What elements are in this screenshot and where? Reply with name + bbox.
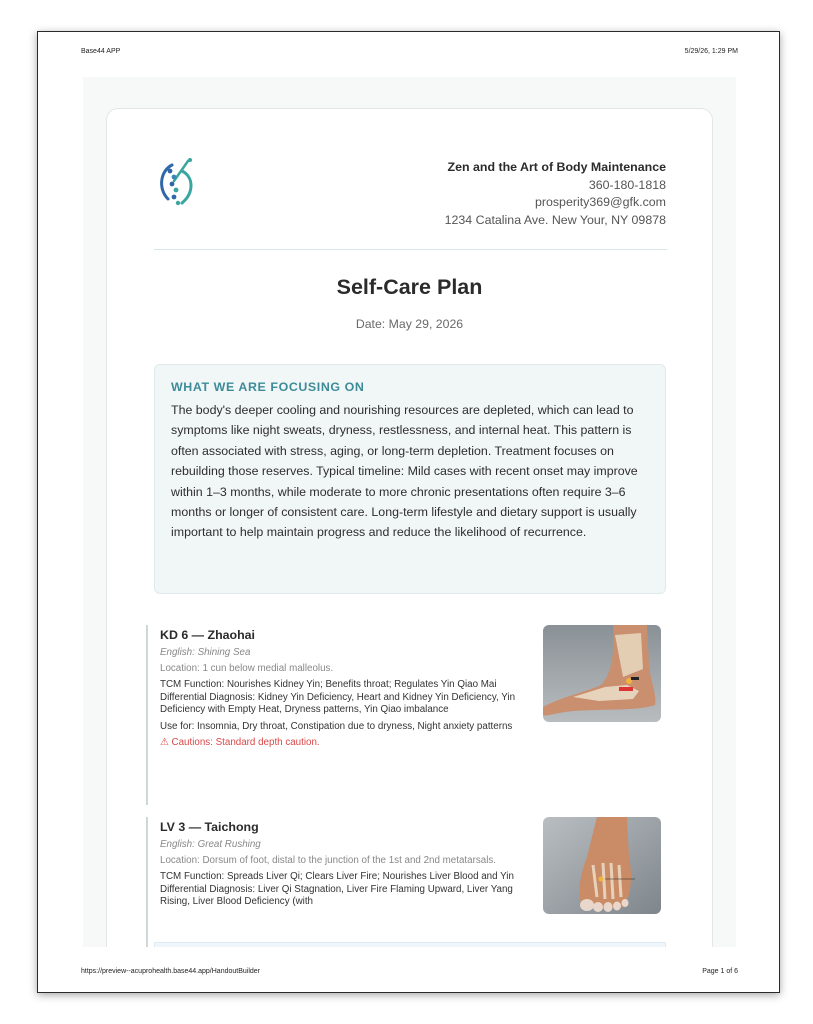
acupoint-card xyxy=(146,625,659,805)
clinic-phone: 360-180-1818 xyxy=(588,177,666,192)
handout-card xyxy=(106,108,713,947)
print-app-name: Base44 APP xyxy=(81,48,121,55)
dorsal-foot-diagram-icon xyxy=(543,817,661,914)
acupoint-use-for: Use for: Insomnia, Dry throat, Constipation due to dryness, Night anxiety patterns xyxy=(160,720,513,732)
focus-text: The body's deeper cooling and nourishing resources are depleted, which can lead to symptoms like night sweats, dryness, restlessness, and internal heat. This pattern is often associated with stress, aging, or long-term depletion. Treatment focuses on rebuilding those reserves. Typical timeline: Mild cases with recent onset may improve within 1–3 months, while moderate to more chronic presentations often require 3–6 months or longer of consistent care. Long-term lifestyle and dietary support is usually important to help maintain progress and reduce the likelihood of recurrence. xyxy=(171,403,638,540)
clinic-contact xyxy=(445,159,666,229)
focus-heading: WHAT WE ARE FOCUSING ON xyxy=(171,380,365,394)
acupoint-title: LV 3 — Taichong xyxy=(160,820,259,834)
medial-ankle-diagram-icon xyxy=(543,625,661,722)
document-canvas xyxy=(83,77,736,947)
print-page-label: Page 1 of 6 xyxy=(702,968,738,975)
acupoint-location: Location: Dorsum of foot, distal to the junction of the 1st and 2nd metatarsals. xyxy=(160,855,497,866)
print-datetime: 5/29/26, 1:29 PM xyxy=(684,48,738,55)
print-url: https://preview--acuprohealth.base44.app/HandoutBuilder xyxy=(81,968,261,975)
acupoint-english: English: Great Rushing xyxy=(160,839,261,850)
print-page xyxy=(37,31,780,993)
clinic-name: Zen and the Art of Body Maintenance xyxy=(447,160,666,174)
clinic-email: prosperity369@gfk.com xyxy=(534,195,666,210)
acupoint-location: Location: 1 cun below medial malleolus. xyxy=(160,663,334,674)
print-header xyxy=(81,48,738,55)
acupoint-tcm-function: TCM Function: Spreads Liver Qi; Clears Liver Fire; Nourishes Liver Blood and Yin Differential Diagnosis: Liver Qi Stagnation, Liver Fire Flaming Upward, Liver Yang Rising, Liver Blood Deficiency (with xyxy=(160,871,514,908)
next-section-box xyxy=(154,942,666,947)
acupoint-card xyxy=(146,817,659,947)
document-title: Self-Care Plan xyxy=(336,275,483,299)
clinic-address: 1234 Catalina Ave. New Your, NY 09878 xyxy=(444,212,666,227)
acupoint-tcm-function: TCM Function: Nourishes Kidney Yin; Benefits throat; Regulates Yin Qiao Mai Differential Diagnosis: Kidney Yin Deficiency, Heart and Kidney Yin Deficiency, Yin Deficiency with Empty Heat, Dryness patterns, Yin Qiao imbalance xyxy=(160,679,516,716)
focus-section xyxy=(154,364,666,594)
acupoint-title: KD 6 — Zhaohai xyxy=(160,628,256,642)
acupoint-english: English: Shining Sea xyxy=(160,647,251,658)
document-date: Date: May 29, 2026 xyxy=(355,317,464,331)
clinic-header xyxy=(154,157,667,250)
print-footer xyxy=(81,968,738,975)
spine-acupuncture-logo-icon xyxy=(154,157,200,209)
acupoint-caution: ⚠ Cautions: Standard depth caution. xyxy=(160,737,320,749)
